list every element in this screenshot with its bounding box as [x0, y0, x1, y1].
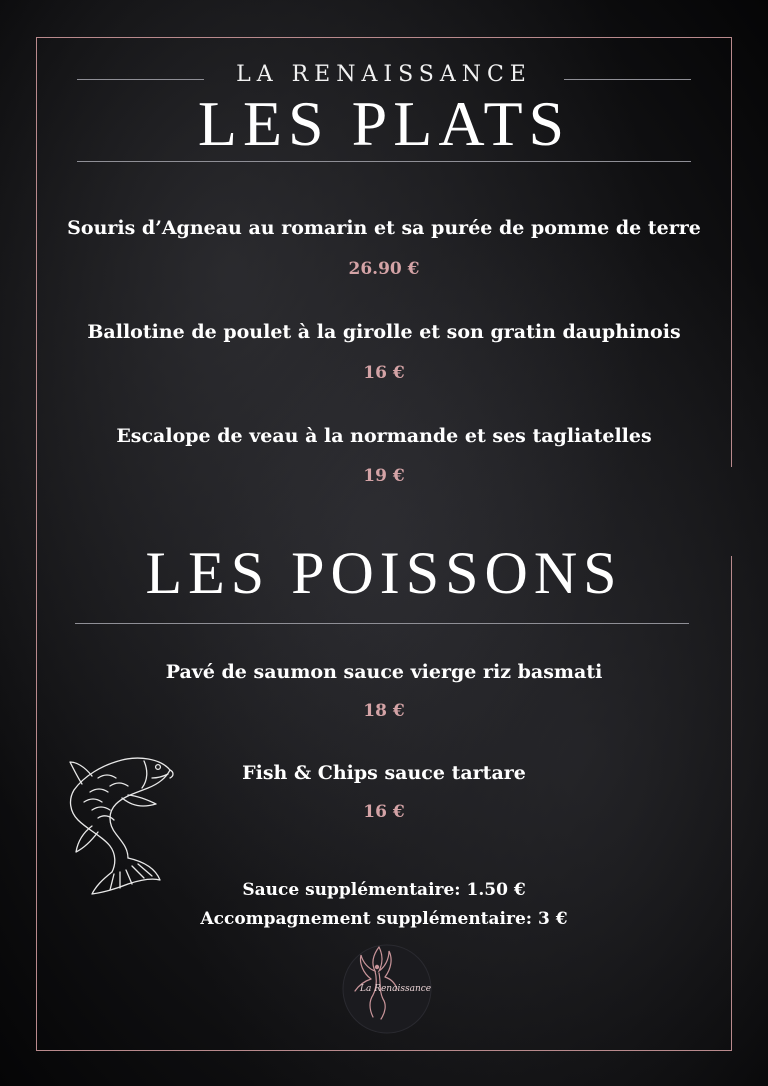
poissons-divider	[75, 623, 689, 624]
dish-price: 16 €	[363, 363, 405, 383]
dish-name: Souris d’Agneau au romarin et sa purée de pomme de terre	[67, 217, 701, 239]
section-title-poissons: LES POISSONS	[145, 540, 623, 606]
dish-name: Ballotine de poulet à la girolle et son gratin dauphinois	[87, 321, 681, 343]
dish-price: 18 €	[363, 701, 405, 721]
plats-divider	[77, 161, 691, 162]
dish-name: Pavé de saumon sauce vierge riz basmati	[165, 661, 603, 683]
frame-bottom-border	[36, 1050, 732, 1051]
dish-price: 19 €	[363, 466, 405, 486]
frame-top-border	[36, 37, 732, 38]
logo-text: La Renaissance	[360, 984, 432, 994]
dish-name: Escalope de veau à la normande et ses tagliatelles	[116, 425, 652, 447]
fish-icon	[62, 748, 182, 898]
dish-price: 26.90 €	[348, 259, 420, 279]
extra-sauce-note: Sauce supplémentaire: 1.50 €	[242, 880, 526, 900]
extra-side-note: Accompagnement supplémentaire: 3 €	[200, 909, 568, 929]
brand-title: LA RENAISSANCE	[236, 62, 532, 87]
section-title-plats: LES PLATS	[197, 88, 571, 159]
dish-price: 16 €	[363, 802, 405, 822]
dish-name: Fish & Chips sauce tartare	[242, 762, 526, 784]
